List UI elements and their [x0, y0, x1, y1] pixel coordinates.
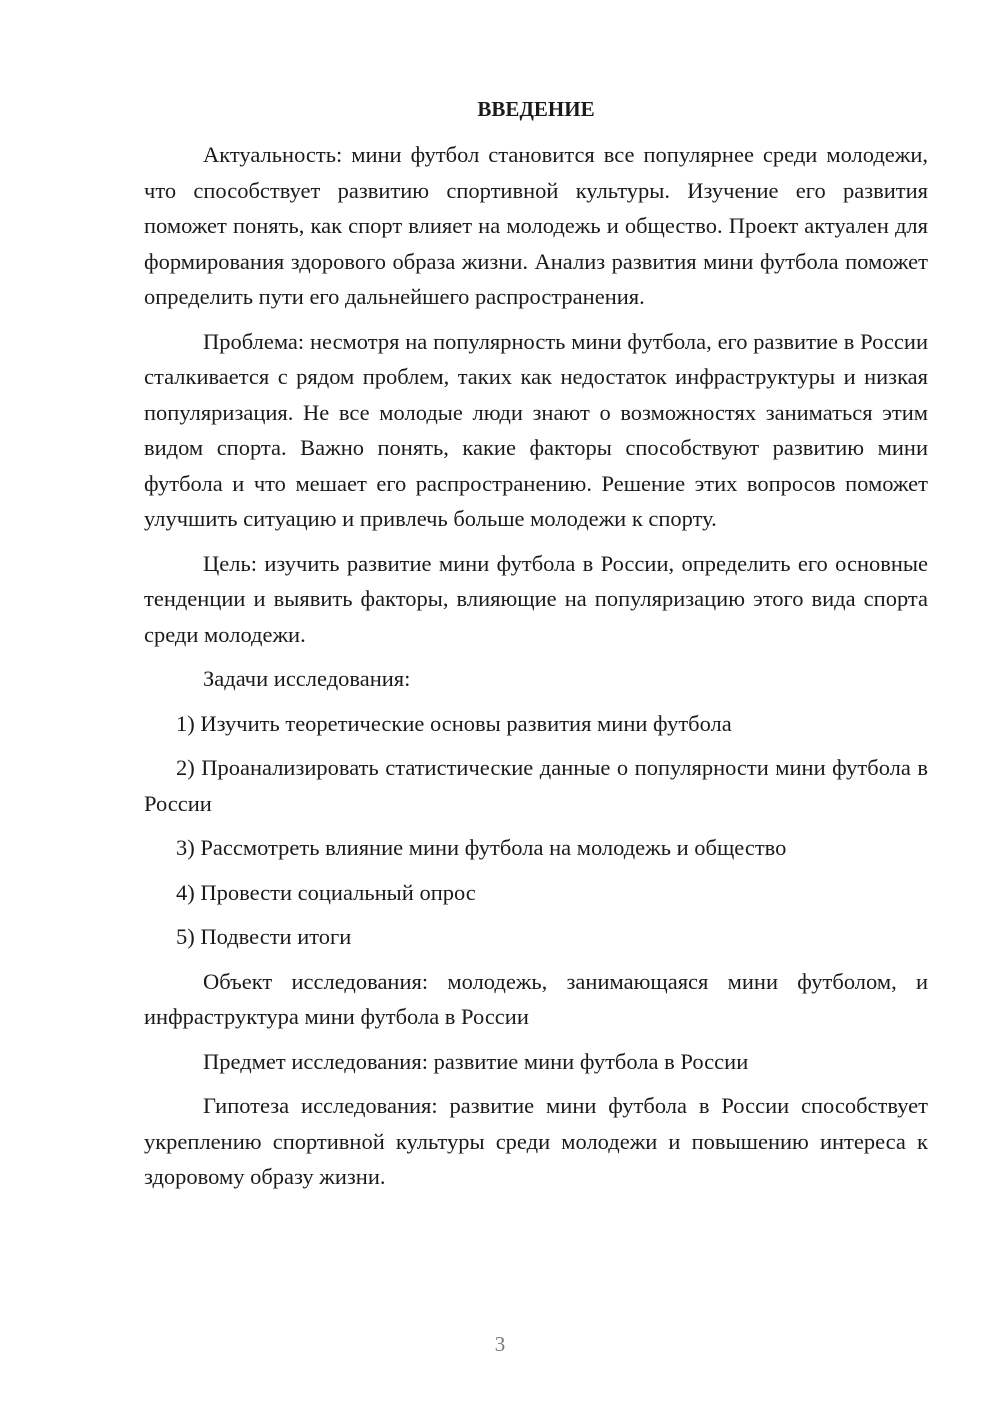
task-item-3: 3) Рассмотреть влияние мини футбола на молодежь и общество: [176, 835, 787, 860]
paragraph-goal: Цель: изучить развитие мини футбола в России, определить его основные тенденции и выявить факторы, влияющие на популяризацию этого вида спорта среди молодежи.: [144, 550, 928, 647]
task-item-1: 1) Изучить теоретические основы развития мини футбола: [176, 710, 732, 736]
paragraph-subject: Предмет исследования: развитие мини футбола в России: [203, 1048, 749, 1074]
task-item-4: 4) Провести социальный опрос: [176, 879, 476, 905]
paragraph-hypothesis: Гипотеза исследования: развитие мини футбола в России способствует укреплению спортивной культуры среди молодежи и повышению интереса к здоровому образу жизни.: [144, 1093, 928, 1189]
page-content: [144, 94, 928, 1204]
paragraph-tasks-heading: Задачи исследования:: [203, 666, 411, 691]
paragraph-relevance: Актуальность: мини футбол становится все популярнее среди молодежи, что способствует развитию спортивной культуры. Изучение его развития поможет понять, как спорт влияет на молодежь и общество. Проект актуален для формирования здорового образа жизни. Анализ развития мини футбола поможет определить пути его дальнейшего распространения.: [144, 142, 928, 309]
page-number: 3: [494, 1332, 506, 1356]
task-item-5: 5) Подвести итоги: [176, 924, 352, 949]
section-title: ВВЕДЕНИЕ: [477, 97, 595, 121]
paragraph-problem: Проблема: несмотря на популярность мини футбола, его развитие в России сталкивается с рядом проблем, таких как недостаток инфраструктуры и низкая популяризация. Не все молодые люди знают о возможностях заниматься этим видом спорта. Важно понять, какие факторы способствуют развитию мини футбола и что мешает его распространению. Решение этих вопросов поможет улучшить ситуацию и привлечь больше молодежи к спорту.: [144, 328, 928, 531]
task-item-2: 2) Проанализировать статистические данные о популярности мини футбола в России: [144, 755, 928, 816]
paragraph-object: Объект исследования: молодежь, занимающаяся мини футболом, и инфраструктура мини футбола в России: [144, 968, 928, 1029]
